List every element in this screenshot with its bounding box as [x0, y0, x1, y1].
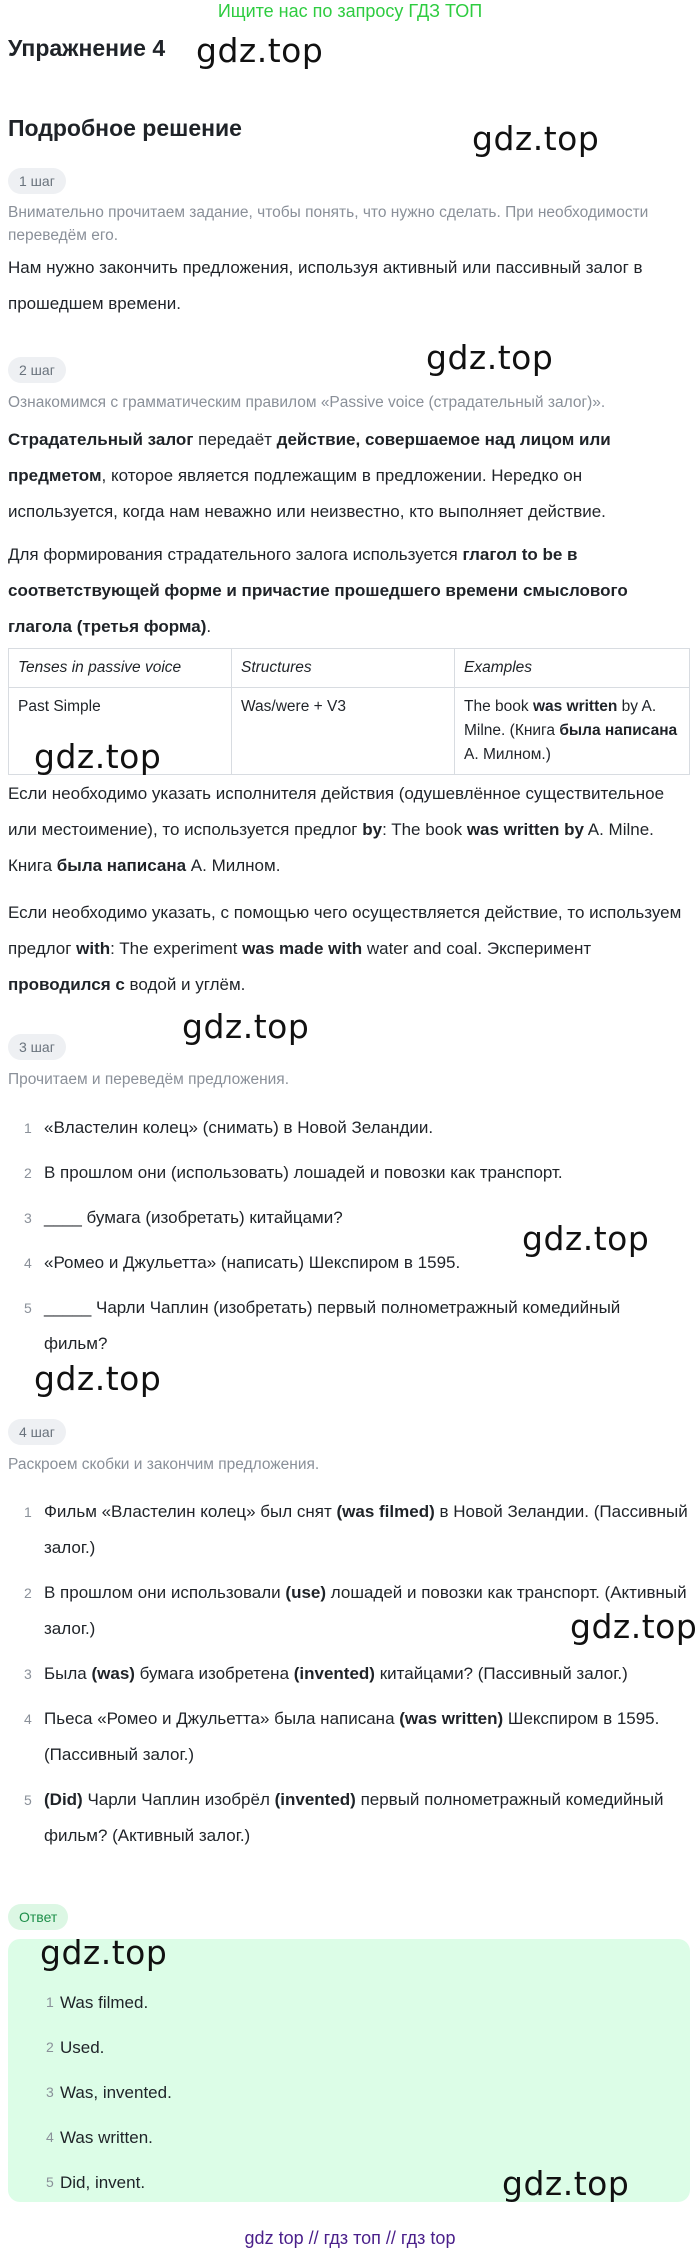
watermark: gdz.top	[34, 737, 162, 776]
list-item: 3 Была (was) бумага изобретена (invented) китайцами? (Пассивный залог.)	[24, 1664, 628, 1683]
list-item: 3 Was, invented.	[46, 2083, 172, 2102]
step-4-badge: 4 шаг	[8, 1419, 66, 1445]
watermark: gdz.top	[522, 1219, 650, 1258]
table-cell-example: The book was written by A. Milne. (Книга была написана А. Милном.)	[455, 688, 690, 775]
list-item: 5 Did, invent.	[46, 2173, 146, 2192]
step-2-hint: Ознакомимся с грамматическим правилом «Passive voice (страдательный залог)».	[8, 394, 606, 411]
watermark: gdz.top	[34, 1359, 162, 1398]
watermark: gdz.top	[40, 1933, 168, 1972]
list-item: 2 В прошлом они использовали (use) лошадей и повозки как транспорт. (Активный залог.)	[24, 1583, 687, 1638]
answer-list	[30, 1980, 172, 2205]
step-1-text: Нам нужно закончить предложения, используя активный или пассивный залог в прошедшем времени.	[8, 258, 643, 313]
step-1-badge: 1 шаг	[8, 168, 66, 194]
watermark: gdz.top	[472, 119, 600, 158]
list-item: 4 Was written.	[46, 2128, 153, 2147]
list-item: 4 «Ромео и Джульетта» (написать) Шекспиром в 1595.	[24, 1253, 461, 1272]
watermark: gdz.top	[502, 2164, 630, 2203]
table-cell-structure: Was/were + V3	[232, 688, 455, 775]
table-header: Structures	[232, 649, 455, 688]
list-item: 2 Used.	[46, 2038, 105, 2057]
table-header: Tenses in passive voice	[9, 649, 232, 688]
exercise-title: Упражнение 4	[8, 35, 166, 61]
step-1-hint: Внимательно прочитаем задание, чтобы понять, что нужно сделать. При необходимости переведём его.	[8, 204, 649, 244]
with-preposition-paragraph: Если необходимо указать, с помощью чего осуществляется действие, то используем предлог with: The experiment was made with water and coal. Эксперимент проводился с водой и углём.	[8, 903, 682, 994]
solution-title: Подробное решение	[8, 115, 242, 141]
list-item: 1 Фильм «Властелин колец» был снят (was filmed) в Новой Зеландии. (Пассивный залог.)	[24, 1502, 688, 1557]
answers-detailed-list	[8, 1494, 688, 1854]
step-4-hint: Раскроем скобки и закончим предложения.	[8, 1456, 320, 1473]
table-header: Examples	[455, 649, 690, 688]
passive-rule-paragraph: Страдательный залог передаёт действие, совершаемое над лицом или предметом, которое является подлежащим в предложении. Нередко он используется, когда нам неважно или неизвестно, кто выполняет действие.	[8, 430, 611, 521]
table-cell-tense: Past Simple	[9, 688, 232, 775]
list-item: 3 ____ бумага (изобретать) китайцами?	[24, 1208, 343, 1227]
search-banner[interactable]: Ищите нас по запросу ГДЗ ТОП	[217, 1, 483, 21]
step-3-hint: Прочитаем и переведём предложения.	[8, 1071, 289, 1088]
step-2-badge: 2 шаг	[8, 357, 66, 383]
by-preposition-paragraph: Если необходимо указать исполнителя действия (одушевлённое существительное или местоимение), то используется предлог by: The book was written by A. Milne. Книга была написана А. Милном.	[8, 784, 665, 875]
passive-formation-paragraph: Для формирования страдательного залога используется глагол to be в соответствующей форме и причастие прошедшего времени смыслового глагола (третья форма).	[8, 545, 628, 636]
list-item: 2 В прошлом они (использовать) лошадей и повозки как транспорт.	[24, 1163, 563, 1182]
watermark: gdz.top	[426, 338, 554, 377]
step-3-badge: 3 шаг	[8, 1034, 66, 1060]
list-item: 5 _____ Чарли Чаплин (изобретать) первый полнометражный комедийный фильм?	[24, 1298, 621, 1353]
table-header-row	[9, 649, 690, 688]
list-item: 1 «Властелин колец» (снимать) в Новой Зеландии.	[24, 1118, 434, 1137]
watermark: gdz.top	[196, 31, 324, 70]
watermark: gdz.top	[570, 1607, 698, 1646]
footer-links[interactable]: gdz top // гдз топ // гдз top	[244, 2228, 456, 2248]
list-item: 1 Was filmed.	[46, 1993, 149, 2012]
list-item: 5 (Did) Чарли Чаплин изобрёл (invented) первый полнометражный комедийный фильм? (Активный залог.)	[24, 1790, 664, 1845]
answer-badge: Ответ	[8, 1904, 68, 1930]
list-item: 4 Пьеса «Ромео и Джульетта» была написана (was written) Шекспиром в 1595. (Пассивный залог.)	[24, 1709, 660, 1764]
watermark: gdz.top	[182, 1007, 310, 1046]
